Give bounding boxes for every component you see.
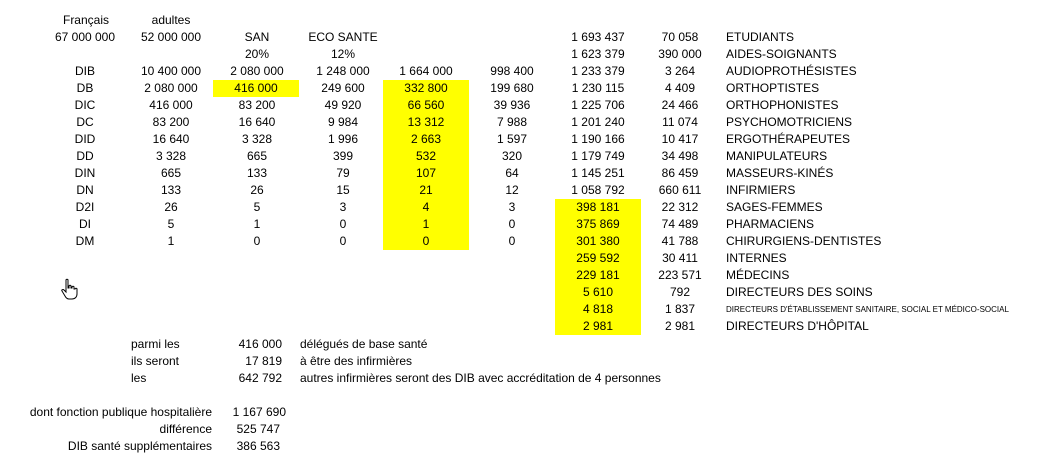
note-value[interactable]: 416 000	[238, 337, 282, 351]
profession-count[interactable]: 4 409	[664, 81, 696, 95]
profession-name[interactable]: AUDIOPROTHÉSISTES	[726, 64, 857, 78]
grid-row-label[interactable]: DID	[74, 132, 96, 146]
note-value[interactable]: 17 819	[245, 354, 282, 368]
grid-cell-eco[interactable]: 249 600	[321, 81, 365, 95]
grid-cell-eco[interactable]: 49 920	[324, 98, 362, 112]
grid-cell-san[interactable]: 26	[250, 183, 264, 197]
profession-count[interactable]: 660 611	[658, 183, 702, 197]
grid-cell-col5[interactable]: 1 664 000	[399, 64, 453, 78]
grid-cell-eco[interactable]: 0	[339, 217, 347, 231]
grid-cell-san[interactable]: 16 640	[238, 115, 276, 129]
grid-row-label[interactable]: D2I	[75, 200, 95, 214]
header-eco-pct[interactable]: 12%	[330, 47, 356, 61]
grid-cell-adultes[interactable]: 1	[167, 234, 175, 248]
profession-count[interactable]: 86 459	[661, 166, 699, 180]
grid-cell-col5-highlighted[interactable]: 1	[383, 216, 469, 233]
profession-name[interactable]: ORTHOPHONISTES	[726, 98, 839, 112]
grid-cell-san[interactable]: 665	[246, 149, 268, 163]
note-label[interactable]: parmi les	[131, 337, 180, 351]
grid-cell-col5-highlighted[interactable]: 2 663	[383, 131, 469, 148]
profession-cumulative-highlighted[interactable]: 2 981	[555, 318, 641, 335]
summary-label[interactable]: différence	[159, 422, 212, 436]
profession-name[interactable]: PSYCHOMOTRICIENS	[726, 115, 853, 129]
profession-name[interactable]: PHARMACIENS	[726, 217, 815, 231]
grid-cell-col6[interactable]: 3	[508, 200, 516, 214]
profession-cumulative[interactable]: 1 225 706	[571, 98, 625, 112]
profession-count[interactable]: 41 788	[661, 234, 699, 248]
grid-cell-eco[interactable]: 1 996	[327, 132, 359, 146]
summary-value[interactable]: 525 747	[236, 422, 280, 436]
profession-cumulative[interactable]: 1 201 240	[571, 115, 625, 129]
profession-name[interactable]: DIRECTEURS DES SOINS	[726, 285, 873, 299]
grid-cell-san[interactable]: 1	[253, 217, 261, 231]
profession-cumulative-highlighted[interactable]: 259 592	[555, 250, 641, 267]
profession-name[interactable]: AIDES-SOIGNANTS	[726, 47, 837, 61]
grid-cell-col5-highlighted[interactable]: 332 800	[383, 80, 469, 97]
profession-count[interactable]: 3 264	[664, 64, 696, 78]
summary-label[interactable]: dont fonction publique hospitalière	[29, 405, 212, 419]
grid-cell-adultes[interactable]: 26	[164, 200, 178, 214]
profession-cumulative[interactable]: 1 145 251	[571, 166, 625, 180]
grid-row-label[interactable]: DM	[75, 234, 95, 248]
profession-cumulative-highlighted[interactable]: 229 181	[555, 267, 641, 284]
profession-name[interactable]: MÉDECINS	[726, 268, 790, 282]
grid-cell-col5-highlighted[interactable]: 0	[383, 233, 469, 250]
profession-cumulative[interactable]: 1 623 379	[571, 47, 625, 61]
note-text[interactable]: à être des infirmières	[300, 354, 413, 368]
grid-cell-san[interactable]: 0	[253, 234, 261, 248]
profession-name[interactable]: SAGES-FEMMES	[726, 200, 823, 214]
grid-cell-san[interactable]: 83 200	[238, 98, 276, 112]
grid-cell-eco[interactable]: 9 984	[327, 115, 359, 129]
grid-cell-eco[interactable]: 15	[336, 183, 350, 197]
grid-cell-adultes[interactable]: 16 640	[152, 132, 190, 146]
note-label[interactable]: les	[131, 371, 147, 385]
note-value[interactable]: 642 792	[238, 371, 282, 385]
grid-row-label[interactable]: DIB	[74, 64, 95, 78]
grid-cell-col5-highlighted[interactable]: 532	[383, 148, 469, 165]
header-francais-label[interactable]: Français	[62, 13, 109, 27]
grid-cell-adultes[interactable]: 133	[160, 183, 182, 197]
profession-cumulative[interactable]: 1 230 115	[571, 81, 625, 95]
grid-cell-san[interactable]: 5	[253, 200, 261, 214]
summary-value[interactable]: 1 167 690	[232, 405, 286, 419]
header-adultes-label[interactable]: adultes	[151, 13, 191, 27]
grid-cell-adultes[interactable]: 5	[167, 217, 175, 231]
profession-name[interactable]: DIRECTEURS D'ÉTABLISSEMENT SANITAIRE, SOCIAL ET MÉDICO-SOCIAL	[726, 305, 1009, 314]
profession-count[interactable]: 11 074	[662, 115, 698, 129]
grid-cell-col6[interactable]: 1 597	[496, 132, 528, 146]
profession-name[interactable]: CHIRURGIENS-DENTISTES	[726, 234, 882, 248]
grid-cell-col5-highlighted[interactable]: 107	[383, 165, 469, 182]
profession-cumulative[interactable]: 1 233 379	[571, 64, 625, 78]
grid-row-label[interactable]: DIC	[74, 98, 96, 112]
profession-count[interactable]: 390 000	[658, 47, 702, 61]
grid-row-label[interactable]: DB	[76, 81, 94, 95]
grid-cell-adultes[interactable]: 416 000	[149, 98, 193, 112]
grid-cell-col6[interactable]: 998 400	[490, 64, 534, 78]
grid-cell-san[interactable]: 2 080 000	[230, 64, 284, 78]
summary-label[interactable]: DIB santé supplémentaires	[67, 439, 212, 453]
profession-name[interactable]: ERGOTHÉRAPEUTES	[726, 132, 851, 146]
grid-cell-col6[interactable]: 12	[505, 183, 519, 197]
grid-cell-adultes[interactable]: 2 080 000	[144, 81, 198, 95]
grid-row-label[interactable]: DC	[76, 115, 94, 129]
grid-cell-adultes[interactable]: 83 200	[152, 115, 190, 129]
grid-cell-san[interactable]: 3 328	[241, 132, 273, 146]
profession-cumulative-highlighted[interactable]: 4 818	[555, 301, 641, 318]
grid-row-label[interactable]: DIN	[74, 166, 96, 180]
profession-count[interactable]: 30 411	[662, 251, 698, 265]
profession-name[interactable]: INFIRMIERS	[726, 183, 796, 197]
grid-cell-col6[interactable]: 199 680	[490, 81, 534, 95]
grid-cell-san-highlighted[interactable]: 416 000	[213, 80, 299, 97]
grid-cell-san[interactable]: 133	[246, 166, 268, 180]
profession-name[interactable]: ETUDIANTS	[726, 30, 795, 44]
header-adultes-value[interactable]: 52 000 000	[140, 30, 202, 44]
profession-name[interactable]: INTERNES	[726, 251, 787, 265]
profession-cumulative[interactable]: 1 693 437	[571, 30, 625, 44]
grid-cell-eco[interactable]: 79	[336, 166, 350, 180]
header-san-label[interactable]: SAN	[244, 30, 270, 44]
profession-cumulative-highlighted[interactable]: 398 181	[555, 199, 641, 216]
grid-cell-col5-highlighted[interactable]: 4	[383, 199, 469, 216]
profession-count[interactable]: 22 312	[661, 200, 699, 214]
grid-cell-col6[interactable]: 0	[508, 234, 516, 248]
grid-cell-col6[interactable]: 7 988	[496, 115, 528, 129]
profession-name[interactable]: DIRECTEURS D'HÔPITAL	[726, 319, 869, 333]
grid-cell-col5-highlighted[interactable]: 13 312	[383, 114, 469, 131]
profession-count[interactable]: 24 466	[661, 98, 699, 112]
profession-count[interactable]: 70 058	[661, 30, 699, 44]
summary-value[interactable]: 386 563	[236, 439, 280, 453]
note-text[interactable]: autres infirmières seront des DIB avec accréditation de 4 personnes	[300, 371, 661, 385]
grid-cell-eco[interactable]: 0	[339, 234, 347, 248]
profession-count[interactable]: 34 498	[661, 149, 699, 163]
profession-name[interactable]: MASSEURS-KINÉS	[726, 166, 834, 180]
grid-row-label[interactable]: DN	[76, 183, 94, 197]
grid-cell-adultes[interactable]: 10 400 000	[140, 64, 202, 78]
header-francais-value[interactable]: 67 000 000	[54, 30, 116, 44]
profession-count[interactable]: 2 981	[664, 319, 696, 333]
grid-cell-col6[interactable]: 64	[505, 166, 519, 180]
profession-cumulative[interactable]: 1 179 749	[571, 149, 625, 163]
grid-cell-col5-highlighted[interactable]: 66 560	[383, 97, 469, 114]
profession-cumulative[interactable]: 1 190 166	[571, 132, 625, 146]
grid-cell-col6[interactable]: 320	[501, 149, 523, 163]
grid-cell-col6[interactable]: 0	[508, 217, 516, 231]
grid-cell-adultes[interactable]: 665	[160, 166, 182, 180]
profession-count[interactable]: 10 417	[661, 132, 699, 146]
grid-cell-col5-highlighted[interactable]: 21	[383, 182, 469, 199]
profession-cumulative-highlighted[interactable]: 375 869	[555, 216, 641, 233]
header-eco-label[interactable]: ECO SANTE	[308, 30, 378, 44]
profession-name[interactable]: ORTHOPTISTES	[726, 81, 820, 95]
profession-cumulative[interactable]: 1 058 792	[571, 183, 625, 197]
profession-count[interactable]: 792	[669, 285, 691, 299]
note-text[interactable]: délégués de base santé	[300, 337, 428, 351]
grid-cell-col6[interactable]: 39 936	[493, 98, 531, 112]
header-san-pct[interactable]: 20%	[244, 47, 270, 61]
grid-cell-eco[interactable]: 3	[339, 200, 347, 214]
note-label[interactable]: ils seront	[131, 354, 180, 368]
grid-cell-eco[interactable]: 1 248 000	[316, 64, 370, 78]
profession-count[interactable]: 223 571	[658, 268, 702, 282]
profession-cumulative-highlighted[interactable]: 5 610	[555, 284, 641, 301]
profession-cumulative-highlighted[interactable]: 301 380	[555, 233, 641, 250]
profession-count[interactable]: 74 489	[661, 217, 699, 231]
profession-name[interactable]: MANIPULATEURS	[726, 149, 828, 163]
profession-count[interactable]: 1 837	[664, 302, 696, 316]
grid-row-label[interactable]: DD	[76, 149, 94, 163]
grid-cell-adultes[interactable]: 3 328	[155, 149, 187, 163]
hand-cursor-icon	[60, 278, 78, 300]
grid-row-label[interactable]: DI	[79, 217, 91, 231]
grid-cell-eco[interactable]: 399	[332, 149, 354, 163]
